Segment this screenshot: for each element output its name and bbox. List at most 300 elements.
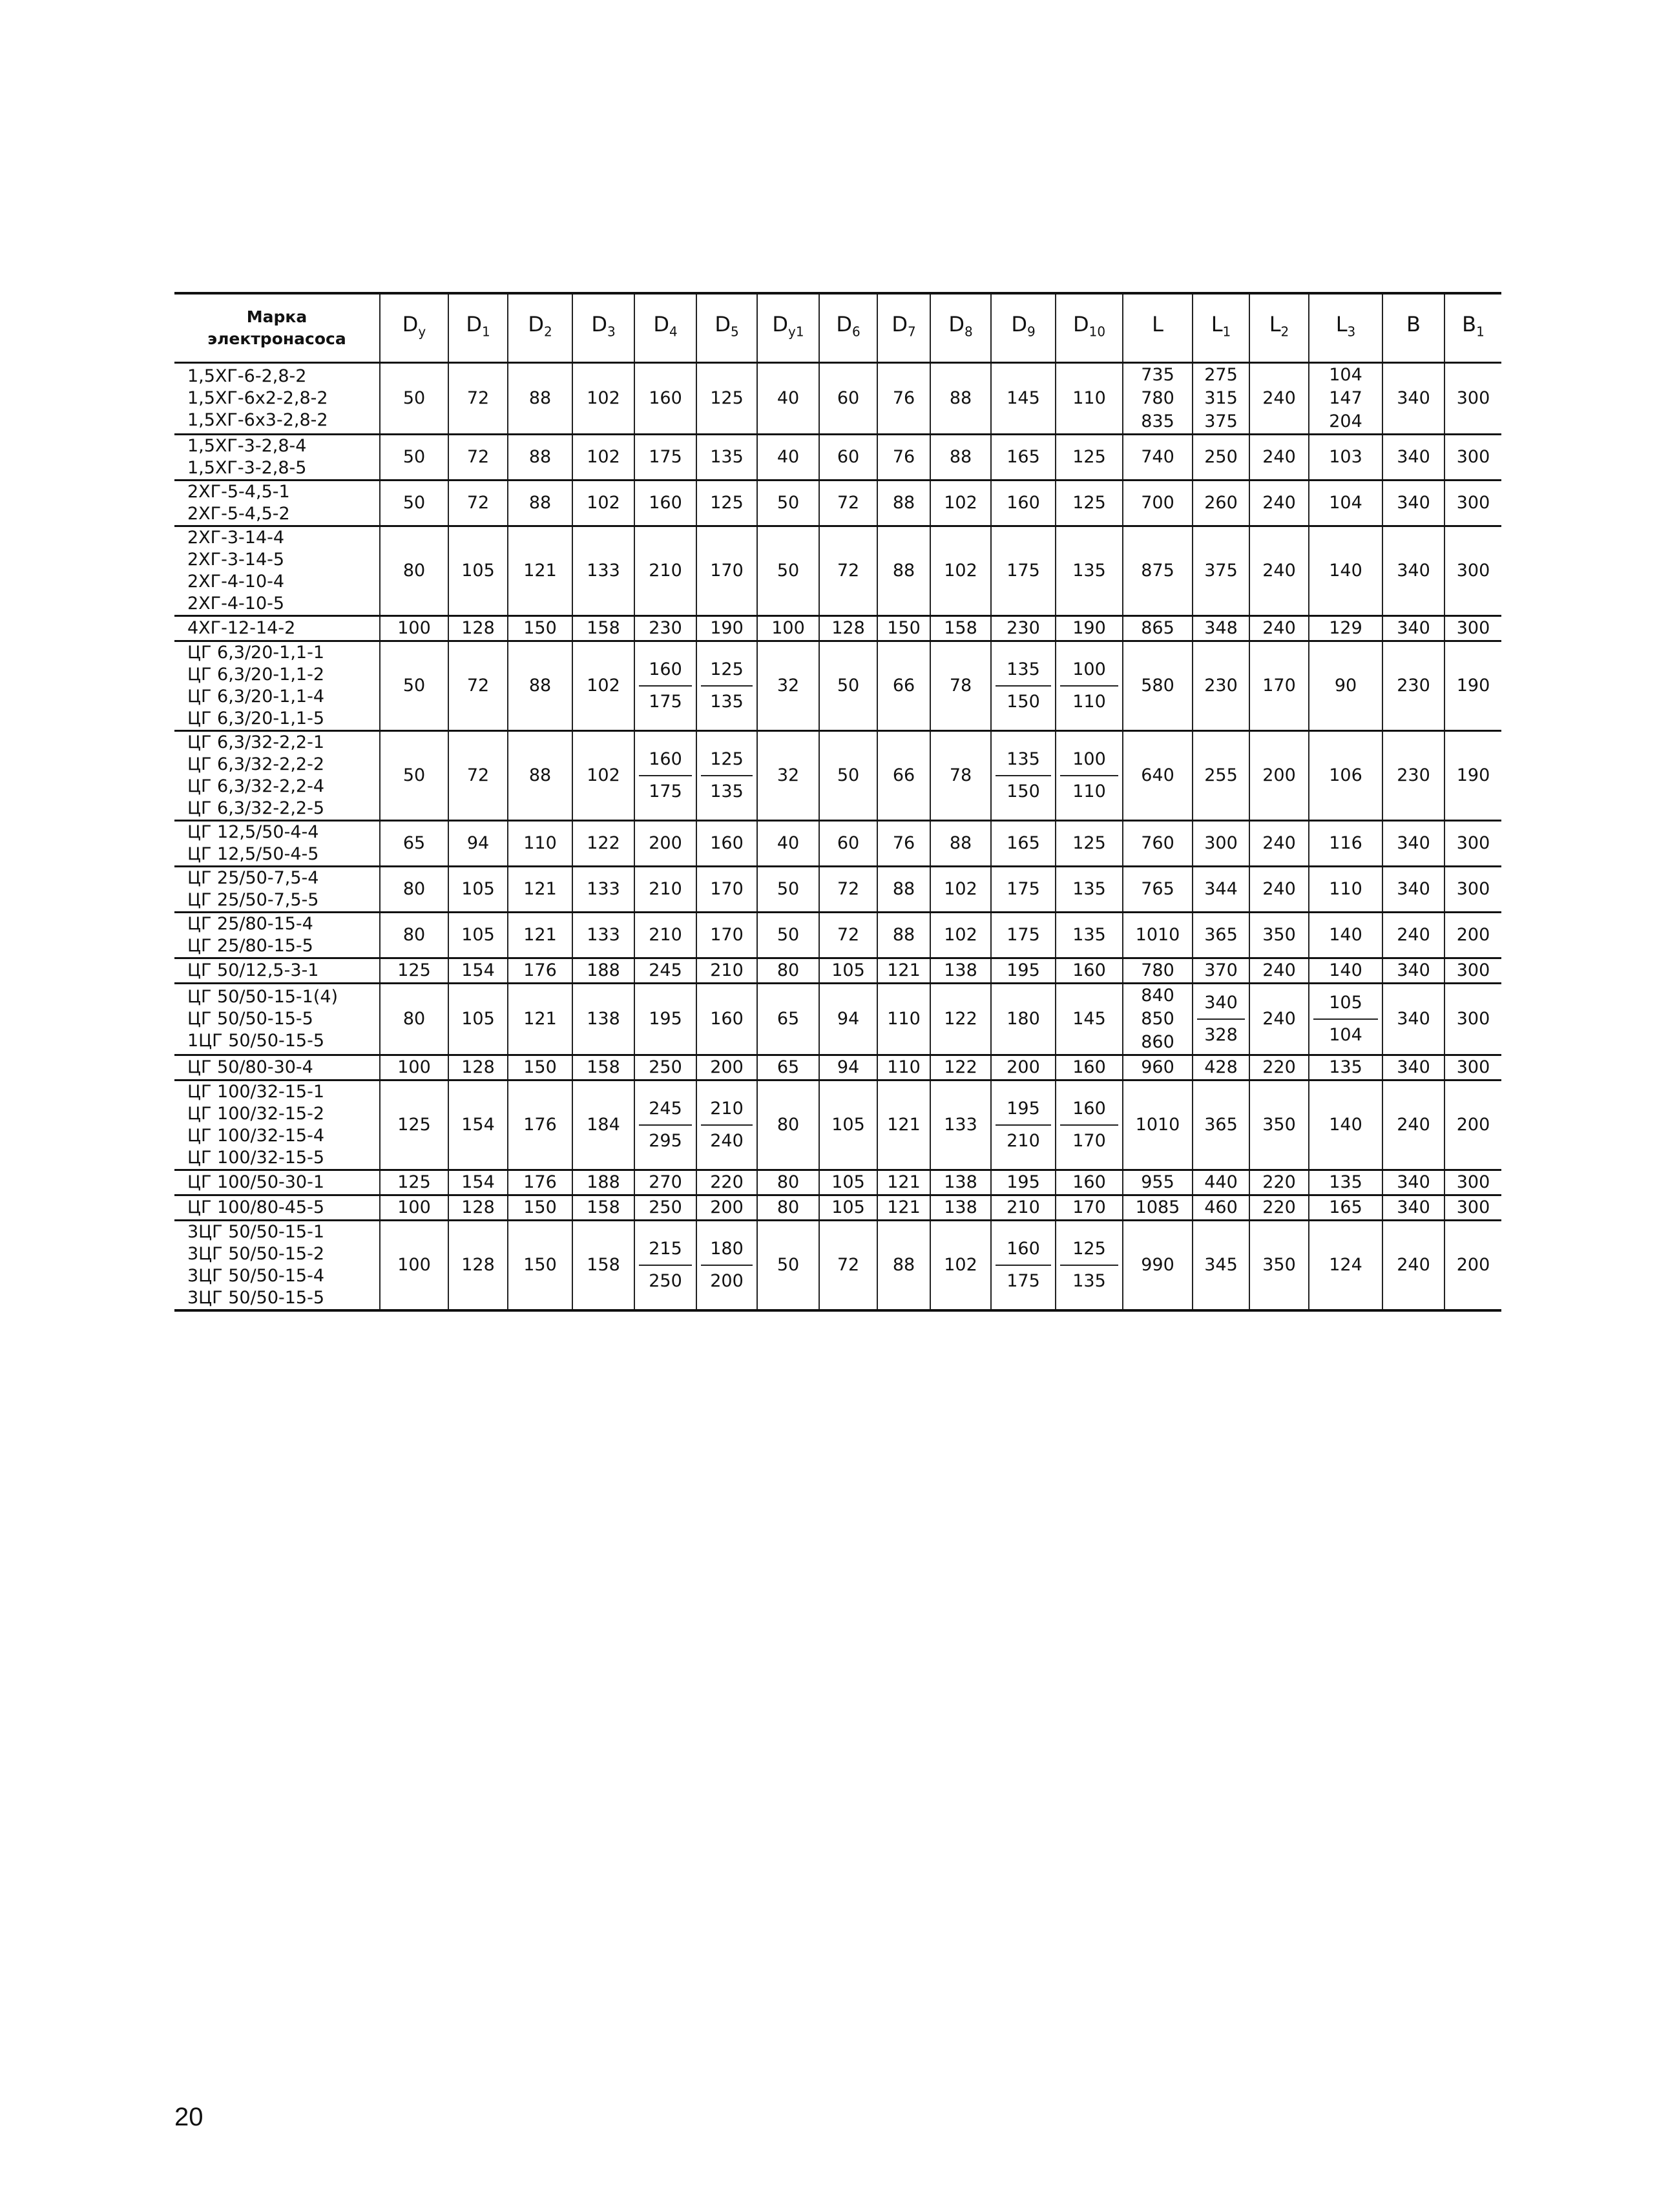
value-cell: 40 <box>757 363 819 435</box>
value-cell: 50 <box>380 363 448 435</box>
value-cell: 80 <box>757 958 819 984</box>
pump-model-cell <box>174 913 380 958</box>
value-cell: 80 <box>757 1195 819 1221</box>
pump-model-cell <box>174 984 380 1055</box>
value-cell: 102 <box>572 731 634 821</box>
header-col-symbol: L <box>1211 312 1223 337</box>
cell-value-lower: 175 <box>649 692 682 712</box>
value-cell: 195 <box>991 958 1056 984</box>
split-value <box>1313 987 1378 1051</box>
value-cell: 50 <box>380 481 448 526</box>
header-col-subscript: 2 <box>1280 324 1289 340</box>
value-cell: 50 <box>757 913 819 958</box>
value-cell: 370 <box>1193 958 1249 984</box>
value-cell: 80 <box>380 984 448 1055</box>
value-cell: 50 <box>757 867 819 913</box>
value-cell: 160 <box>634 481 696 526</box>
table-row <box>174 363 1501 435</box>
value-cell: 65 <box>380 821 448 867</box>
value-cell: 348 <box>1193 616 1249 641</box>
value-cell: 345 <box>1193 1221 1249 1311</box>
header-col-symbol: D <box>948 312 965 337</box>
value-cell: 65 <box>757 984 819 1055</box>
value-cell: 154 <box>448 1080 508 1170</box>
value-cell: 220 <box>1249 1055 1309 1080</box>
value-cell: 125 <box>1056 481 1123 526</box>
value-cell: 88 <box>508 731 572 821</box>
value-cell: 200 <box>1444 1221 1501 1311</box>
value-cell: 116 <box>1309 821 1382 867</box>
table-header <box>174 293 1501 363</box>
value-cell: 250 <box>634 1055 696 1080</box>
header-col-subscript: 1 <box>1476 324 1485 340</box>
value-cell: 102 <box>930 526 991 616</box>
table-row <box>174 1055 1501 1080</box>
value-cell: 875 <box>1123 526 1193 616</box>
value-cell: 135 <box>1056 526 1123 616</box>
value-cell: 340 <box>1382 958 1444 984</box>
header-row <box>174 293 1501 363</box>
cell-value: 104 <box>1329 365 1362 385</box>
value-cell: 960 <box>1123 1055 1193 1080</box>
pump-model: ЦГ 100/32-15-2 <box>187 1104 325 1124</box>
value-cell: 210 <box>991 1195 1056 1221</box>
value-cell: 66 <box>877 731 930 821</box>
header-col <box>380 293 448 363</box>
cell-value-upper: 125 <box>701 654 753 687</box>
value-cell: 240 <box>1249 526 1309 616</box>
value-cell: 740 <box>1123 435 1193 481</box>
value-cell: 340 <box>1382 1195 1444 1221</box>
header-col-subscript: 6 <box>851 324 860 340</box>
value-cell: 140 <box>1309 526 1382 616</box>
value-cell: 240 <box>1249 984 1309 1055</box>
value-cell: 200 <box>1444 913 1501 958</box>
value-cell: 72 <box>448 363 508 435</box>
table-row <box>174 616 1501 641</box>
value-cell: 154 <box>448 1170 508 1195</box>
value-cell: 76 <box>877 363 930 435</box>
cell-value-lower: 110 <box>1072 692 1106 712</box>
pump-model: 2ХГ-3-14-4 <box>187 528 285 548</box>
value-cell: 72 <box>819 481 877 526</box>
value-cell: 340 <box>1382 1055 1444 1080</box>
pump-model-cell <box>174 731 380 821</box>
value-cell: 160 <box>696 984 757 1055</box>
split-value <box>1060 1093 1118 1157</box>
header-col-subscript: 10 <box>1089 324 1106 340</box>
value-cell: 140 <box>1309 958 1382 984</box>
cell-value-upper: 135 <box>996 654 1051 687</box>
header-col-symbol: D <box>653 312 669 337</box>
value-cell: 765 <box>1123 867 1193 913</box>
value-cell: 72 <box>819 526 877 616</box>
value-cell: 176 <box>508 1080 572 1170</box>
value-cell: 110 <box>877 984 930 1055</box>
header-col-subscript: у <box>418 324 426 340</box>
pump-model-cell <box>174 1055 380 1080</box>
table-row <box>174 1221 1501 1311</box>
header-name-line1: Марка <box>246 307 308 326</box>
split-value <box>701 1093 753 1157</box>
value-cell: 300 <box>1444 867 1501 913</box>
value-cell: 230 <box>1193 641 1249 731</box>
pump-model: ЦГ 25/50-7,5-5 <box>187 890 319 910</box>
split-value <box>1197 987 1245 1051</box>
value-cell: 350 <box>1249 1221 1309 1311</box>
header-col <box>696 293 757 363</box>
value-cell <box>1123 363 1193 435</box>
pump-model: ЦГ 100/32-15-5 <box>187 1148 325 1168</box>
header-col <box>757 293 819 363</box>
value-cell: 300 <box>1444 1055 1501 1080</box>
value-cell: 240 <box>1249 958 1309 984</box>
table-row <box>174 867 1501 913</box>
cell-value-lower: 104 <box>1329 1025 1362 1045</box>
cell-value-upper: 160 <box>639 654 692 687</box>
pump-model: 1ЦГ 50/50-15-5 <box>187 1031 325 1051</box>
value-cell <box>634 641 696 731</box>
pump-model: 2ХГ-4-10-4 <box>187 572 285 592</box>
cell-value: 315 <box>1204 388 1238 408</box>
value-cell: 90 <box>1309 641 1382 731</box>
value-cell: 350 <box>1249 1080 1309 1170</box>
table-row <box>174 526 1501 616</box>
value-cell: 100 <box>380 1195 448 1221</box>
value-cell: 158 <box>930 616 991 641</box>
header-col-subscript: 8 <box>964 324 973 340</box>
value-cell: 170 <box>696 913 757 958</box>
header-col-symbol: L <box>1269 312 1281 337</box>
value-cell: 300 <box>1444 435 1501 481</box>
value-cell: 72 <box>448 435 508 481</box>
pump-model: ЦГ 25/80-15-4 <box>187 914 313 934</box>
value-cell: 640 <box>1123 731 1193 821</box>
header-col-subscript: 2 <box>543 324 552 340</box>
value-cell: 140 <box>1309 913 1382 958</box>
value-cell: 1010 <box>1123 1080 1193 1170</box>
value-cell: 121 <box>877 958 930 984</box>
value-cell: 170 <box>696 526 757 616</box>
value-cell: 200 <box>1249 731 1309 821</box>
value-cell: 175 <box>991 913 1056 958</box>
header-col <box>877 293 930 363</box>
value-cell: 102 <box>930 481 991 526</box>
value-cell: 125 <box>380 958 448 984</box>
value-cell: 88 <box>877 867 930 913</box>
pump-model: ЦГ 100/50-30-1 <box>187 1172 325 1192</box>
value-cell: 110 <box>1309 867 1382 913</box>
header-col-symbol: L <box>1152 312 1163 337</box>
pump-model-cell <box>174 958 380 984</box>
value-cell: 190 <box>696 616 757 641</box>
value-cell: 160 <box>1056 1055 1123 1080</box>
value-cell: 165 <box>991 821 1056 867</box>
value-cell: 40 <box>757 435 819 481</box>
split-value <box>639 654 692 718</box>
table-body <box>174 363 1501 1311</box>
value-cell: 160 <box>634 363 696 435</box>
value-cell: 350 <box>1249 913 1309 958</box>
value-cell: 210 <box>634 867 696 913</box>
table-row <box>174 481 1501 526</box>
value-cell: 140 <box>1309 1080 1382 1170</box>
value-cell: 250 <box>1193 435 1249 481</box>
value-cell: 94 <box>448 821 508 867</box>
value-cell: 340 <box>1382 984 1444 1055</box>
value-cell: 50 <box>819 731 877 821</box>
value-cell: 300 <box>1444 984 1501 1055</box>
split-value <box>639 744 692 807</box>
value-cell: 102 <box>572 363 634 435</box>
table-row <box>174 641 1501 731</box>
value-cell <box>1309 984 1382 1055</box>
value-cell: 105 <box>819 1080 877 1170</box>
value-cell: 580 <box>1123 641 1193 731</box>
cell-value: 204 <box>1329 411 1362 431</box>
value-cell: 150 <box>508 1221 572 1311</box>
value-cell: 300 <box>1444 526 1501 616</box>
value-cell: 32 <box>757 641 819 731</box>
value-cell: 170 <box>696 867 757 913</box>
cell-value: 147 <box>1329 388 1362 408</box>
value-cell: 135 <box>696 435 757 481</box>
value-cell <box>1309 363 1382 435</box>
value-cell: 100 <box>380 1055 448 1080</box>
value-cell <box>696 731 757 821</box>
value-cell: 72 <box>819 1221 877 1311</box>
value-cell: 300 <box>1444 616 1501 641</box>
split-value <box>996 1093 1051 1157</box>
value-cell: 1085 <box>1123 1195 1193 1221</box>
header-col <box>1309 293 1382 363</box>
value-cell: 150 <box>508 1195 572 1221</box>
value-cell: 340 <box>1382 363 1444 435</box>
pump-model: ЦГ 6,3/20-1,1-4 <box>187 687 325 707</box>
value-cell: 440 <box>1193 1170 1249 1195</box>
value-cell: 102 <box>930 1221 991 1311</box>
value-cell: 121 <box>877 1195 930 1221</box>
cell-value-lower: 200 <box>710 1271 744 1291</box>
value-cell: 200 <box>991 1055 1056 1080</box>
value-cell <box>634 1080 696 1170</box>
value-cell: 133 <box>572 526 634 616</box>
pump-model: 2ХГ-5-4,5-1 <box>187 482 290 502</box>
header-col <box>448 293 508 363</box>
value-cell: 88 <box>930 363 991 435</box>
value-cell: 125 <box>380 1080 448 1170</box>
value-cell <box>1056 641 1123 731</box>
value-cell <box>696 1080 757 1170</box>
value-cell: 200 <box>634 821 696 867</box>
cell-value-lower: 150 <box>1006 692 1040 712</box>
header-col <box>819 293 877 363</box>
value-cell: 50 <box>757 526 819 616</box>
value-cell <box>1193 984 1249 1055</box>
cell-value-upper: 160 <box>639 744 692 776</box>
cell-value-lower: 170 <box>1072 1131 1106 1151</box>
value-cell: 121 <box>508 984 572 1055</box>
value-cell: 32 <box>757 731 819 821</box>
page-number: 20 <box>174 2103 203 2131</box>
value-cell: 460 <box>1193 1195 1249 1221</box>
value-cell: 300 <box>1444 1195 1501 1221</box>
value-cell: 88 <box>508 363 572 435</box>
value-cell: 190 <box>1444 731 1501 821</box>
cell-value-upper: 100 <box>1060 744 1118 776</box>
value-cell: 210 <box>634 526 696 616</box>
value-cell: 220 <box>696 1170 757 1195</box>
value-cell: 340 <box>1382 1170 1444 1195</box>
cell-value-lower: 328 <box>1204 1025 1238 1045</box>
cell-value-lower: 210 <box>1006 1131 1040 1151</box>
split-value <box>1060 654 1118 718</box>
value-cell <box>991 731 1056 821</box>
cell-value-upper: 195 <box>996 1093 1051 1126</box>
value-cell: 260 <box>1193 481 1249 526</box>
table-row <box>174 731 1501 821</box>
value-cell: 240 <box>1249 867 1309 913</box>
value-cell: 340 <box>1382 481 1444 526</box>
cell-value: 835 <box>1141 411 1174 431</box>
header-col-subscript: у1 <box>788 324 804 340</box>
pump-model: ЦГ 12,5/50-4-5 <box>187 844 319 864</box>
value-cell: 105 <box>448 913 508 958</box>
value-cell: 135 <box>1309 1055 1382 1080</box>
value-cell: 110 <box>877 1055 930 1080</box>
value-cell: 121 <box>877 1170 930 1195</box>
value-cell: 780 <box>1123 958 1193 984</box>
pump-model: 1,5ХГ-6-2,8-2 <box>187 366 307 386</box>
header-col-subscript: 7 <box>907 324 916 340</box>
value-cell: 88 <box>877 913 930 958</box>
pump-model: 3ЦГ 50/50-15-2 <box>187 1244 325 1264</box>
value-cell: 865 <box>1123 616 1193 641</box>
value-cell: 190 <box>1056 616 1123 641</box>
pump-model: ЦГ 100/80-45-5 <box>187 1197 325 1217</box>
table-row <box>174 435 1501 481</box>
pump-model: ЦГ 50/50-15-5 <box>187 1009 313 1029</box>
pump-dimensions-table <box>174 292 1501 1312</box>
value-cell: 230 <box>1382 731 1444 821</box>
value-cell: 300 <box>1444 958 1501 984</box>
header-col-symbol: D <box>591 312 607 337</box>
value-cell: 135 <box>1309 1170 1382 1195</box>
value-cell: 138 <box>572 984 634 1055</box>
value-cell: 50 <box>380 435 448 481</box>
value-cell: 121 <box>877 1080 930 1170</box>
cell-value-upper: 180 <box>701 1234 753 1266</box>
pump-model: ЦГ 6,3/32-2,2-2 <box>187 754 325 774</box>
cell-value: 850 <box>1141 1009 1174 1029</box>
value-cell: 160 <box>696 821 757 867</box>
header-col <box>634 293 696 363</box>
pump-model: 2ХГ-3-14-5 <box>187 550 285 570</box>
header-pump-model <box>174 293 380 363</box>
value-cell: 230 <box>634 616 696 641</box>
value-cell: 102 <box>572 481 634 526</box>
header-col-symbol: D <box>1011 312 1027 337</box>
value-cell: 88 <box>930 821 991 867</box>
cell-value-lower: 135 <box>1072 1271 1106 1291</box>
value-cell: 50 <box>819 641 877 731</box>
pump-model: 2ХГ-5-4,5-2 <box>187 504 290 524</box>
value-cell: 300 <box>1444 821 1501 867</box>
value-cell: 240 <box>1382 913 1444 958</box>
pump-model: 1,5ХГ-3-2,8-5 <box>187 458 307 478</box>
value-cell: 50 <box>380 731 448 821</box>
pump-model: ЦГ 25/50-7,5-4 <box>187 868 319 888</box>
cell-value: 860 <box>1141 1032 1174 1052</box>
value-cell: 128 <box>448 1195 508 1221</box>
value-cell: 94 <box>819 1055 877 1080</box>
value-cell: 50 <box>757 481 819 526</box>
value-cell: 100 <box>380 1221 448 1311</box>
pump-model-cell <box>174 1080 380 1170</box>
value-cell: 88 <box>508 481 572 526</box>
value-cell: 122 <box>572 821 634 867</box>
header-col <box>572 293 634 363</box>
cell-value-upper: 105 <box>1313 987 1378 1020</box>
pump-model: ЦГ 100/32-15-4 <box>187 1126 325 1146</box>
value-cell: 105 <box>448 526 508 616</box>
pump-model: ЦГ 6,3/20-1,1-5 <box>187 708 325 729</box>
value-cell: 138 <box>930 958 991 984</box>
split-value <box>701 1234 753 1297</box>
table-row <box>174 984 1501 1055</box>
value-cell: 110 <box>508 821 572 867</box>
value-cell: 300 <box>1444 481 1501 526</box>
header-col-symbol: B <box>1406 312 1421 337</box>
value-cell: 121 <box>508 913 572 958</box>
value-cell: 121 <box>508 526 572 616</box>
pump-model-cell <box>174 1170 380 1195</box>
split-value <box>639 1234 692 1297</box>
value-cell: 78 <box>930 641 991 731</box>
pump-model: ЦГ 6,3/32-2,2-5 <box>187 798 325 818</box>
cell-value-lower: 175 <box>1006 1271 1040 1291</box>
cell-value-lower: 150 <box>1006 781 1040 801</box>
value-cell <box>1056 1080 1123 1170</box>
value-cell: 300 <box>1444 363 1501 435</box>
value-cell: 365 <box>1193 913 1249 958</box>
cell-value-upper: 100 <box>1060 654 1118 687</box>
header-col-symbol: D <box>772 312 789 337</box>
cell-value-lower: 295 <box>649 1131 682 1151</box>
cell-value: 735 <box>1141 365 1174 385</box>
value-cell: 104 <box>1309 481 1382 526</box>
header-col-symbol: B <box>1462 312 1477 337</box>
header-col <box>1382 293 1444 363</box>
value-cell: 240 <box>1382 1221 1444 1311</box>
value-cell: 160 <box>1056 1170 1123 1195</box>
pump-model-cell <box>174 1221 380 1311</box>
value-cell: 76 <box>877 435 930 481</box>
table-row <box>174 1170 1501 1195</box>
value-cell: 175 <box>991 867 1056 913</box>
value-cell: 76 <box>877 821 930 867</box>
value-cell: 240 <box>1249 363 1309 435</box>
pump-model: 2ХГ-4-10-5 <box>187 594 285 614</box>
header-col-symbol: D <box>836 312 852 337</box>
value-cell: 160 <box>991 481 1056 526</box>
value-cell: 145 <box>1056 984 1123 1055</box>
value-cell: 88 <box>877 481 930 526</box>
value-cell: 300 <box>1444 1170 1501 1195</box>
value-cell <box>991 1221 1056 1311</box>
header-col-subscript: 9 <box>1027 324 1036 340</box>
pump-model-cell <box>174 641 380 731</box>
